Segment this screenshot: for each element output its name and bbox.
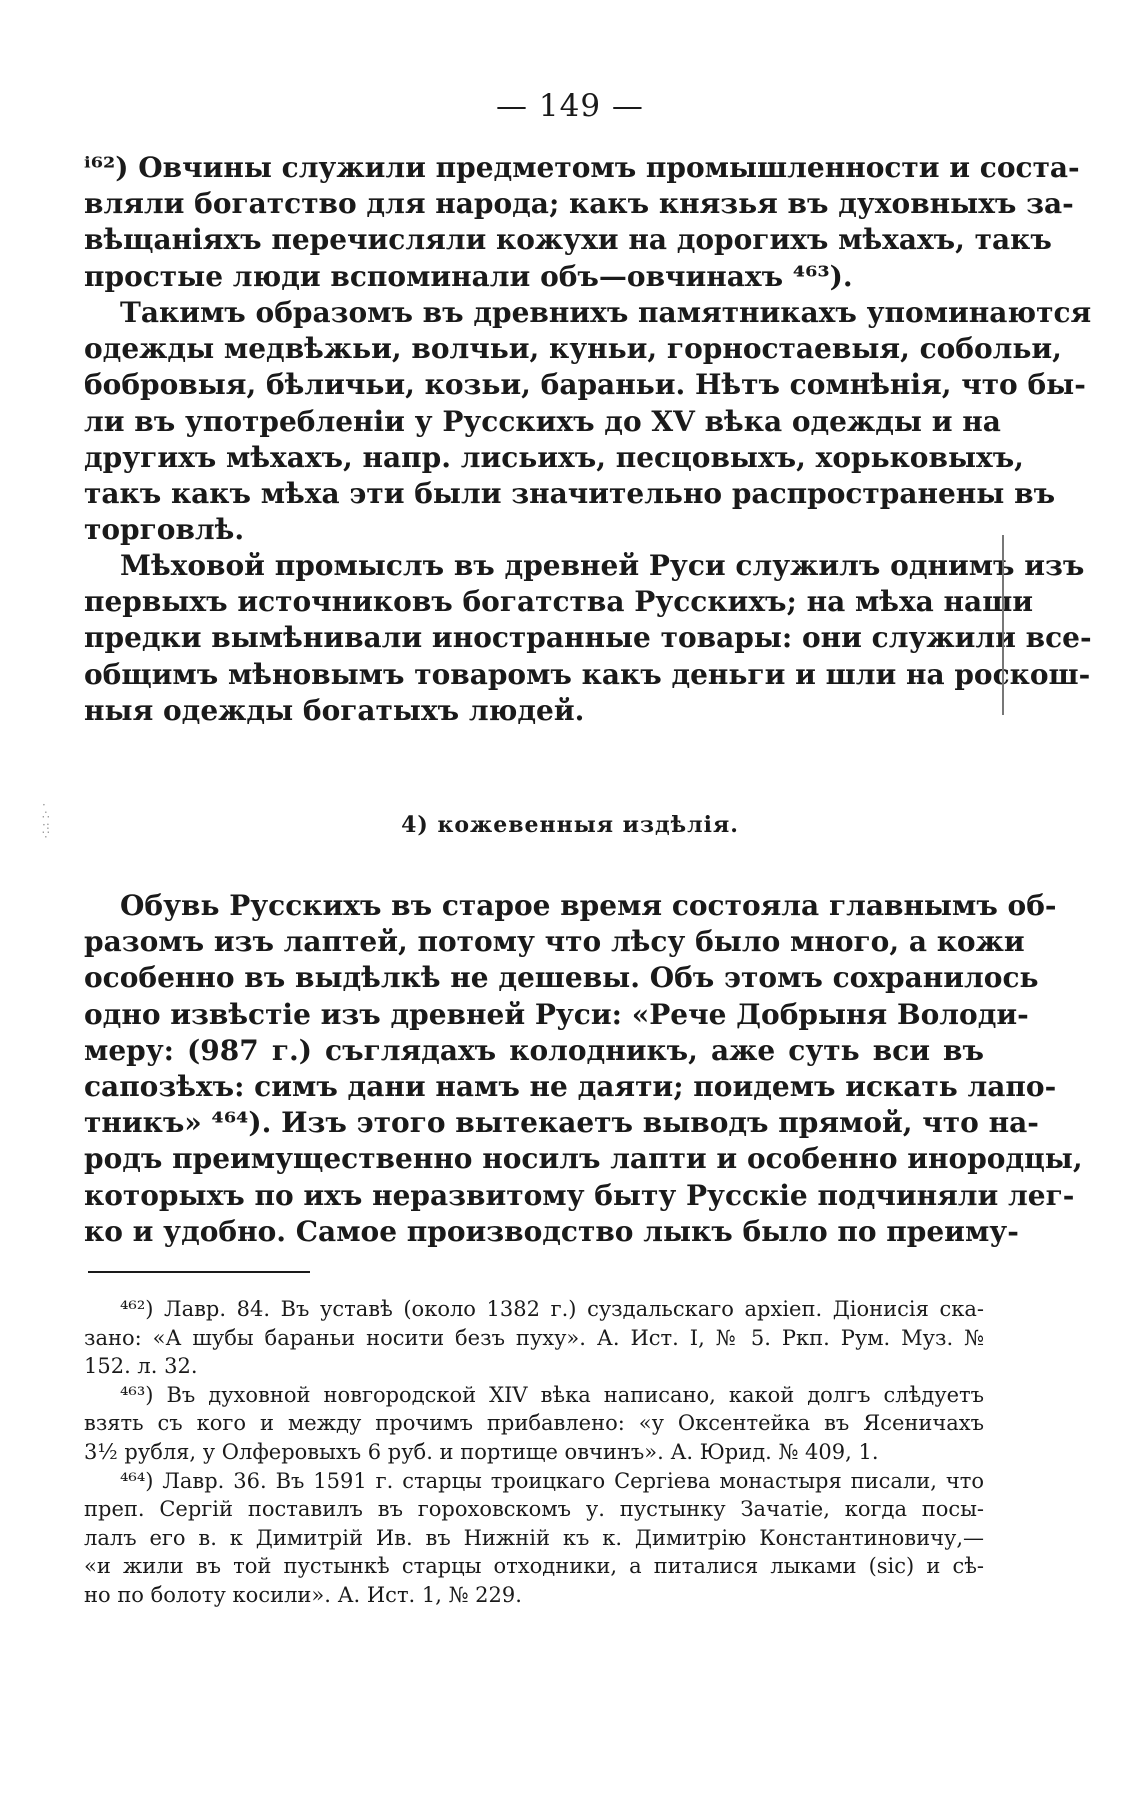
page-number: — 149 — xyxy=(496,88,644,124)
text-line: простые люди вспоминали объ—овчинахъ ⁴⁶³). xyxy=(84,259,853,293)
text-line: сапозѣхъ: симъ дани намъ не даяти; поидемъ искать лапо- xyxy=(84,1069,1057,1103)
text-line: общимъ мѣновымъ товаромъ какъ деньги и шли на роскош- xyxy=(84,657,1091,691)
footnote-line: ⁴⁶³) Въ духовной новгородской XIV вѣка написано, какой долгъ слѣдуетъ xyxy=(120,1382,984,1407)
footnote-line: 152. л. 32. xyxy=(84,1354,198,1379)
text-line: разомъ изъ лаптей, потому что лѣсу было много, а кожи xyxy=(84,925,1025,959)
text-line: Мѣховой промыслъ въ древней Руси служилъ однимъ изъ xyxy=(120,549,1085,582)
text-line: бобровыя, бѣличьи, козьи, бараньи. Нѣтъ сомнѣнія, что бы- xyxy=(84,368,1086,402)
margin-bracket-mark xyxy=(1000,535,1004,715)
footnote-line: преп. Сергій поставилъ въ гороховскомъ у. пустынку Зачатіе, когда посы- xyxy=(84,1497,984,1522)
footnote-line: но по болоту косили». А. Ист. 1, № 229. xyxy=(84,1582,522,1607)
text-line: торговлѣ. xyxy=(84,513,245,547)
text-line: одно извѣстіе изъ древней Руси: «Рече Добрыня Володи- xyxy=(84,997,1029,1031)
text-line: первыхъ источниковъ богатства Русскихъ; на мѣха наши xyxy=(84,585,1034,619)
footnote-line: зано: «А шубы бараньи носити безъ пуху». А. Ист. I, № 5. Ркп. Рум. Муз. № xyxy=(84,1325,984,1350)
footnotes xyxy=(84,1295,984,1610)
text-line: Обувь Русскихъ въ старое время состояла главнымъ об- xyxy=(120,889,1057,922)
text-line: другихъ мѣхахъ, напр. лисьихъ, песцовыхъ, хорьковыхъ, xyxy=(84,440,1024,474)
footnote-line: «и жили въ той пустынкѣ старцы отходники, а питалися лыками (sic) и сѣ- xyxy=(84,1554,984,1579)
footnote-line: ⁴⁶⁴) Лавр. 36. Въ 1591 г. старцы троицкаго Сергіева монастыря писали, что xyxy=(120,1468,984,1493)
text-line: родъ преимущественно носилъ лапти и особенно инородцы, xyxy=(84,1142,1083,1176)
footnote-line: взять съ кого и между прочимъ прибавлено: «у Оксентейка въ Ясеничахъ xyxy=(84,1411,984,1436)
footnote-line: лалъ его в. к Димитрій Ив. въ Нижній къ к. Димитрію Константиновичу,— xyxy=(84,1525,984,1550)
text-line: одежды медвѣжьи, волчьи, куньи, горностаевыя, собольи, xyxy=(84,332,1062,366)
section-heading: 4) кожевенныя издѣлія. xyxy=(401,812,739,838)
paragraph-footwear xyxy=(84,888,1083,1250)
footnote-line: ⁴⁶²) Лавр. 84. Въ уставѣ (около 1382 г.) суздальскаго архіеп. Діонисія ска- xyxy=(120,1297,984,1321)
text-line: ⁱ⁶²) Овчины служили предметомъ промышленности и соста- xyxy=(84,151,1080,184)
paragraph-fur-trade xyxy=(84,548,1092,729)
text-line: вѣщаніяхъ перечисляли кожухи на дорогихъ мѣхахъ, такъ xyxy=(84,223,1052,257)
text-line: особенно въ выдѣлкѣ не дешевы. Объ этомъ сохранилось xyxy=(84,961,1039,995)
text-line: Такимъ образомъ въ древнихъ памятникахъ упоминаются xyxy=(120,296,1092,329)
text-line: такъ какъ мѣха эти были значительно распространены въ xyxy=(84,476,1056,510)
text-line: предки вымѣнивали иностранные товары: они служили все- xyxy=(84,621,1092,655)
paragraph-furs-list xyxy=(84,295,1092,548)
text-line: ли въ употребленіи у Русскихъ до XV вѣка одежды и на xyxy=(84,404,1001,438)
margin-speckle-mark: · ∴ ·: ∵ xyxy=(42,798,50,842)
paragraph-sheepskins xyxy=(84,150,1080,295)
text-line: которыхъ по ихъ неразвитому быту Русскіе подчиняли лег- xyxy=(84,1178,1075,1212)
text-line: ко и удобно. Самое производство лыкъ было по преиму- xyxy=(84,1214,1019,1248)
text-line: вляли богатство для народа; какъ князья въ духовныхъ за- xyxy=(84,187,1074,221)
footnote-divider xyxy=(88,1271,310,1273)
text-line: тникъ» ⁴⁶⁴). Изъ этого вытекаетъ выводъ прямой, что на- xyxy=(84,1106,1039,1140)
text-line: ныя одежды богатыхъ людей. xyxy=(84,693,585,727)
text-line: меру: (987 г.) съглядахъ колодникъ, аже суть вси въ xyxy=(84,1033,984,1067)
footnote-line: 3½ рубля, у Олферовыхъ 6 руб. и портище овчинъ». А. Юрид. № 409, 1. xyxy=(84,1439,879,1464)
